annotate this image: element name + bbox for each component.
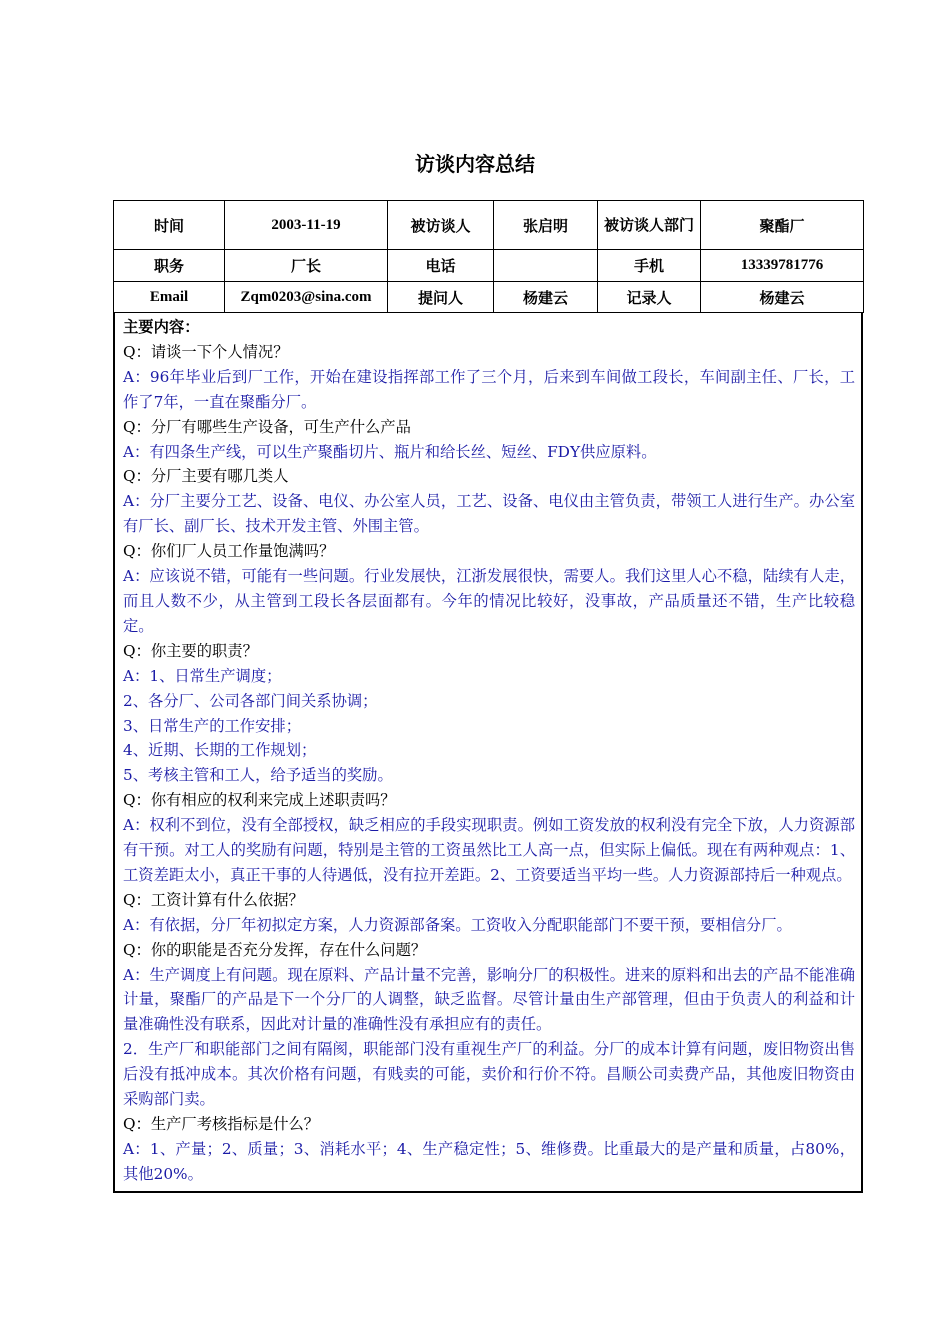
answer-line: A：1、日常生产调度； (123, 666, 282, 685)
recorder-label: 记录人 (598, 282, 701, 313)
answer-line: A：1、产量；2、质量；3、消耗水平；4、生产稳定性；5、维修费。比重最大的是产量和质量，占80%，其他20%。 (123, 1139, 855, 1183)
time-value: 2003-11-19 (225, 201, 388, 250)
email-label: Email (114, 282, 225, 313)
asker-value: 杨建云 (494, 282, 598, 313)
question-line: Q：分厂有哪些生产设备，可生产什么产品 (123, 417, 411, 436)
dept-label: 被访谈人部门 (598, 201, 701, 250)
info-table (113, 200, 864, 313)
dept-value: 聚酯厂 (701, 201, 864, 250)
recorder-value: 杨建云 (701, 282, 864, 313)
info-row-3 (114, 282, 864, 313)
question-line: Q：你有相应的权利来完成上述职责吗？ (123, 791, 396, 810)
question-line: Q：生产厂考核指标是什么？ (123, 1115, 320, 1133)
answer-line: A：有依据，分厂年初拟定方案，人力资源部备案。工资收入分配职能部门不要干预，要相信分厂。 (123, 915, 792, 934)
main-content (113, 313, 863, 1193)
answer-line: 2、各分厂、公司各部门间关系协调； (123, 691, 378, 710)
document-title: 访谈内容总结 (415, 152, 535, 176)
info-row-1 (114, 201, 864, 250)
content-heading: 主要内容： (123, 318, 200, 336)
question-line: Q：你主要的职责？ (123, 641, 258, 660)
answer-line: 5、考核主管和工人，给予适当的奖励。 (123, 766, 393, 785)
mobile-value: 13339781776 (701, 250, 864, 282)
position-label: 职务 (114, 250, 225, 282)
answer-line: A：96年毕业后到厂工作，开始在建设指挥部工作了三个月，后来到车间做工段长，车间副主任、厂长，工作了7年，一直在聚酯分厂。 (123, 367, 855, 411)
info-row-2 (114, 250, 864, 282)
question-line: Q：你的职能是否充分发挥，存在什么问题？ (123, 940, 427, 959)
asker-label: 提问人 (388, 282, 494, 313)
question-line: Q：请谈一下个人情况？ (123, 342, 289, 361)
qa-list (123, 340, 855, 1187)
answer-line: A：生产调度上有问题。现在原料、产品计量不完善，影响分厂的积极性。进来的原料和出去的产品不能准确计量，聚酯厂的产品是下一个分厂的人调整，缺乏监督。尽管计量由生产部管理，但由于负责人的利益和计量准确性没有联系，因此对计量的准确性没有承担应有的责任。 (123, 965, 855, 1034)
question-line: Q：分厂主要有哪几类人 (123, 467, 289, 486)
answer-line: A：分厂主要分工艺、设备、电仪、办公室人员，工艺、设备、电仪由主管负责，带领工人进行生产。办公室有厂长、副厂长、技术开发主管、外围主管。 (123, 492, 855, 536)
position-value: 厂长 (225, 250, 388, 282)
email-value: Zqm0203@sina.com (225, 282, 388, 313)
answer-line: A：有四条生产线，可以生产聚酯切片、瓶片和给长丝、短丝、FDY供应原料。 (123, 442, 657, 461)
interviewee-label: 被访谈人 (388, 201, 494, 250)
phone-label: 电话 (388, 250, 494, 282)
answer-line: A：应该说不错，可能有一些问题。行业发展快，江浙发展很快，需要人。我们这里人心不稳，陆续有人走，而且人数不少，从主管到工段长各层面都有。今年的情况比较好，没事故，产品质量还不错，生产比较稳定。 (123, 567, 855, 635)
interviewee-value: 张启明 (494, 201, 598, 250)
answer-line: 3、日常生产的工作安排； (123, 716, 301, 735)
mobile-label: 手机 (598, 250, 701, 282)
interview-sheet (113, 200, 863, 1193)
time-label: 时间 (114, 201, 225, 250)
question-line: Q：你们厂人员工作量饱满吗？ (123, 542, 335, 561)
answer-line: A：权利不到位，没有全部授权，缺乏相应的手段实现职责。例如工资发放的权利没有完全下放，人力资源部有干预。对工人的奖励有问题，特别是主管的工资虽然比工人高一点，但实际上偏低。现在有两种观点：1、工资差距太小，真正干事的人待遇低，没有拉开差距。2、工资要适当平均一些。人力资源部持后一种观点。 (123, 816, 855, 884)
phone-value (494, 250, 598, 282)
question-line: Q：工资计算有什么依据？ (123, 890, 304, 909)
answer-line: 4、近期、长期的工作规划； (123, 741, 317, 760)
answer-line: 2．生产厂和职能部门之间有隔阂，职能部门没有重视生产厂的利益。分厂的成本计算有问题，废旧物资出售后没有抵冲成本。其次价格有问题，有贱卖的可能，卖价和行价不符。昌顺公司卖费产品，其他废旧物资由采购部门卖。 (123, 1040, 855, 1109)
